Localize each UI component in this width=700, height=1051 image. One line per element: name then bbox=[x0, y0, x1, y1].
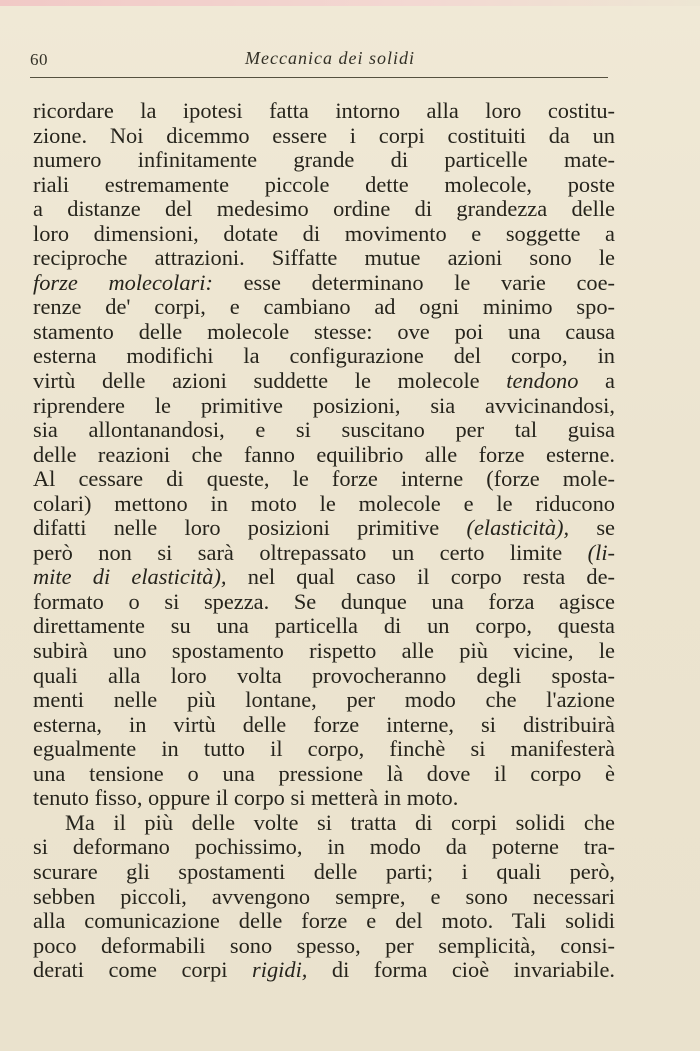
italic-term: forze molecolari: bbox=[33, 269, 213, 295]
text-line: ricordare la ipotesi fatta intorno alla loro costitu- bbox=[33, 98, 615, 123]
text-line: alla comunicazione delle forze e del moto. Tali solidi bbox=[33, 908, 615, 934]
text-line: egualmente in tutto il corpo, finchè si manifesterà bbox=[33, 736, 615, 762]
text-span: difatti nelle loro posizioni primitive bbox=[33, 515, 467, 541]
text-line: tenuto fisso, oppure il corpo si metterà in moto. bbox=[33, 785, 459, 811]
text-span: di forma cioè invariabile. bbox=[307, 957, 615, 983]
text-line: delle reazioni che fanno equilibrio alle forze esterne. bbox=[33, 441, 615, 467]
text-span: a bbox=[578, 368, 615, 394]
text-line bbox=[33, 516, 615, 541]
text-line: Ma il più delle volte si tratta di corpi solidi che bbox=[65, 809, 615, 835]
text-span: virtù delle azioni suddette le molecole bbox=[33, 368, 507, 394]
text-line: loro dimensioni, dotate di movimento e soggette a bbox=[33, 220, 615, 246]
italic-term: mite di elasticità), bbox=[33, 564, 227, 590]
text-line: stamento delle molecole stesse: ove poi una causa bbox=[33, 318, 615, 344]
italic-term: rigidi, bbox=[252, 957, 308, 983]
text-line: renze de' corpi, e cambiano ad ogni minimo spo- bbox=[33, 294, 615, 320]
text-line: esterna, in virtù delle forze interne, si distribuirà bbox=[33, 711, 615, 737]
text-line bbox=[33, 541, 615, 566]
text-line: zione. Noi dicemmo essere i corpi costituiti da un bbox=[33, 122, 615, 148]
text-line: direttamente su una particella di un corpo, questa bbox=[33, 613, 615, 639]
text-line: una tensione o una pressione là dove il corpo è bbox=[33, 760, 615, 786]
page-edge-tint bbox=[0, 0, 700, 6]
text-line: riprendere le primitive posizioni, sia avvicinandosi, bbox=[33, 392, 615, 418]
text-line bbox=[33, 565, 615, 590]
text-line: scurare gli spostamenti delle parti; i quali però, bbox=[33, 858, 615, 884]
text-line: esterna modifichi la configurazione del corpo, in bbox=[33, 343, 615, 369]
text-line: formato o si spezza. Se dunque una forza agisce bbox=[33, 588, 615, 614]
text-line bbox=[33, 271, 615, 296]
italic-term: tendono bbox=[506, 368, 579, 394]
text-span: nel qual caso il corpo resta de- bbox=[226, 564, 615, 590]
text-span: se bbox=[569, 515, 615, 541]
page-number: 60 bbox=[30, 50, 48, 69]
text-line: numero infinitamente grande di particelle mate- bbox=[33, 147, 615, 173]
text-line: riali estremamente piccole dette molecole, poste bbox=[33, 171, 615, 197]
italic-term: (li- bbox=[587, 539, 615, 565]
text-line: reciproche attrazioni. Siffatte mutue azioni sono le bbox=[33, 245, 615, 271]
text-span: però non si sarà oltrepassato un certo limite bbox=[33, 539, 588, 565]
header-rule bbox=[30, 77, 608, 78]
italic-term: (elasticità), bbox=[466, 515, 570, 541]
text-span: esse determinano le varie coe- bbox=[212, 269, 616, 295]
text-line: subirà uno spostamento rispetto alle più vicine, le bbox=[33, 638, 615, 664]
text-line bbox=[33, 958, 615, 983]
body-text bbox=[33, 99, 615, 983]
text-line bbox=[33, 369, 615, 394]
text-line: quali alla loro volta provocheranno degli sposta- bbox=[33, 662, 615, 688]
text-line: sia allontanandosi, e si suscitano per tal guisa bbox=[33, 417, 615, 443]
text-line: sebben piccoli, avvengono sempre, e sono necessari bbox=[33, 883, 615, 909]
text-line: colari) mettono in moto le molecole e le riducono bbox=[33, 490, 615, 516]
text-line: menti nelle più lontane, per modo che l'azione bbox=[33, 687, 615, 713]
text-line: poco deformabili sono spesso, per semplicità, consi- bbox=[33, 932, 615, 958]
running-head bbox=[30, 48, 610, 72]
running-title: Meccanica dei solidi bbox=[245, 48, 415, 68]
text-line: si deformano pochissimo, in modo da poterne tra- bbox=[33, 834, 615, 860]
text-line: a distanze del medesimo ordine di grandezza delle bbox=[33, 196, 615, 222]
text-line: Al cessare di queste, le forze interne (forze mole- bbox=[33, 466, 615, 492]
text-span: derati come corpi bbox=[33, 957, 253, 983]
